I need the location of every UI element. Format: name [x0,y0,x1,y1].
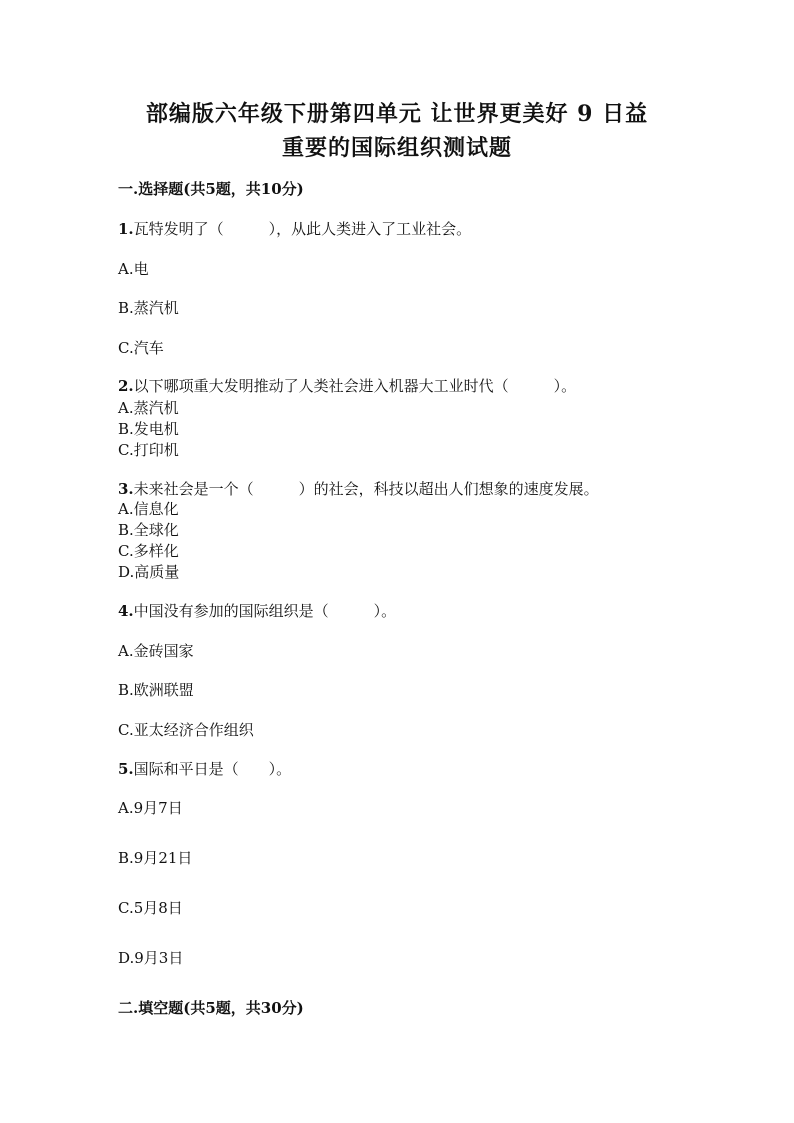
question-4 [118,600,396,621]
question-3 [118,478,599,499]
question-number: 2. [118,377,134,395]
question-5 [118,758,291,779]
question-1-option-a: A.电 [118,260,149,278]
question-2-option-c: C.打印机 [118,441,179,459]
section-heading-choice: 一.选择题(共5题，共10分) [118,180,304,198]
question-2-option-b: B.发电机 [118,420,179,438]
question-text: 国际和平日是（ ）。 [133,760,292,778]
question-number: 4. [118,602,134,620]
page-title-line-1: 部编版六年级下册第四单元 让世界更美好 9 日益 [145,101,649,127]
question-4-option-c: C.亚太经济合作组织 [118,721,254,739]
question-text: 瓦特发明了（ ），从此人类进入了工业社会。 [133,220,472,238]
question-3-option-d: D.高质量 [118,563,180,581]
question-text: 以下哪项重大发明推动了人类社会进入机器大工业时代（ ）。 [133,377,577,395]
question-3-option-c: C.多样化 [118,542,179,560]
question-1-option-b: B.蒸汽机 [118,299,179,317]
question-5-option-b: B.9月21日 [118,849,193,867]
page-title-line-2: 重要的国际组织测试题 [281,135,512,161]
question-1 [118,218,471,239]
question-text: 未来社会是一个（ ）的社会，科技以超出人们想象的速度发展。 [133,480,599,498]
question-3-option-b: B.全球化 [118,521,179,539]
question-number: 1. [118,220,134,238]
question-5-option-c: C.5月8日 [118,899,183,917]
question-number: 3. [118,480,134,498]
question-3-option-a: A.信息化 [118,500,179,518]
question-5-option-d: D.9月3日 [118,949,184,967]
question-text: 中国没有参加的国际组织是（ ）。 [133,602,397,620]
question-4-option-a: A.金砖国家 [118,642,194,660]
question-number: 5. [118,760,134,778]
question-4-option-b: B.欧洲联盟 [118,681,194,699]
question-2-option-a: A.蒸汽机 [118,399,179,417]
question-5-option-a: A.9月7日 [118,799,183,817]
section-heading-fill-in: 二.填空题(共5题，共30分) [118,999,304,1017]
question-2 [118,375,576,396]
question-1-option-c: C.汽车 [118,339,164,357]
